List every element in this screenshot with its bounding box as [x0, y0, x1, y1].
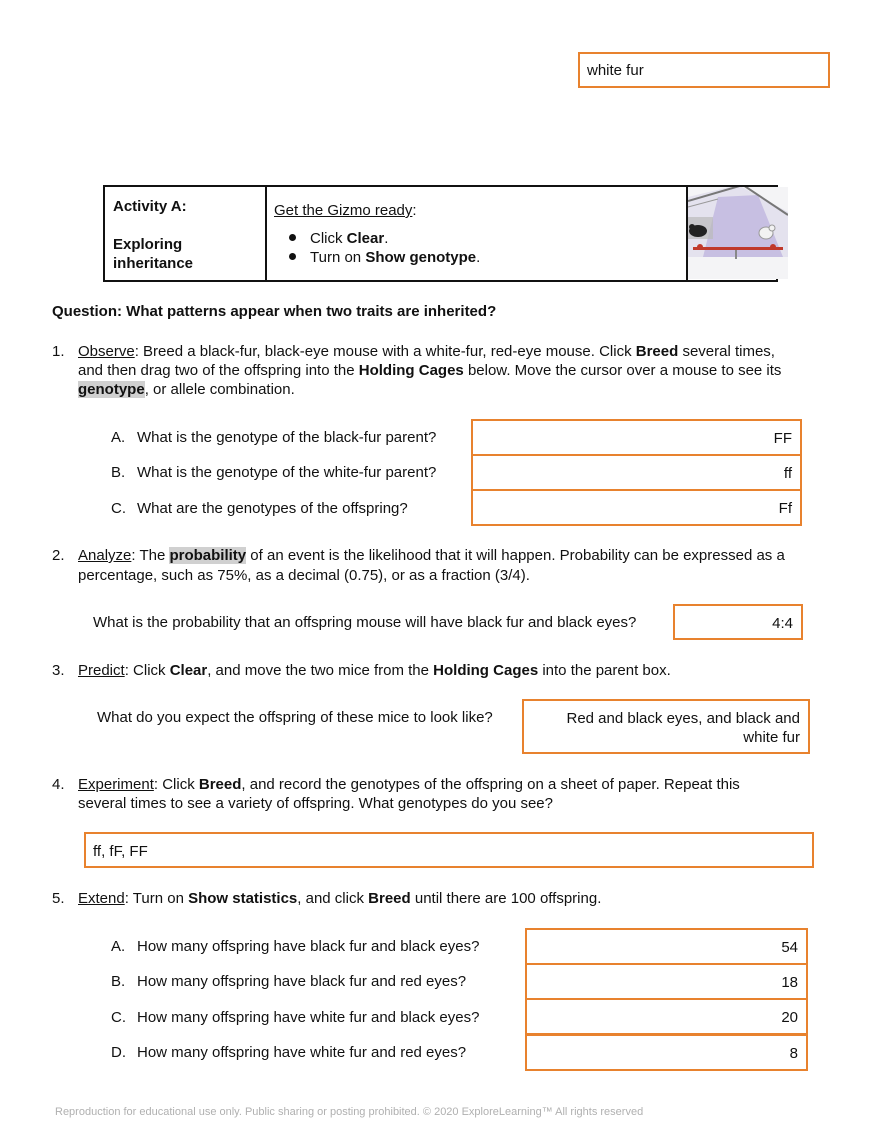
q5-text: , and click [297, 890, 369, 907]
q5-text: : Turn on [124, 890, 189, 907]
question-heading: Question: What patterns appear when two traits are inherited? [52, 303, 497, 320]
q5d-letter: D. [111, 1044, 126, 1061]
q1-bold: Holding Cages [358, 362, 464, 379]
bullet-end: . [476, 249, 481, 266]
activity-label-cell [104, 186, 266, 281]
q2-text: of an event is the likelihood that it will happen. Probability can be expressed as a [246, 547, 785, 564]
q1c-prompt: What are the genotypes of the offspring? [137, 500, 408, 517]
q2-answer: 4:4 [772, 615, 793, 632]
q5-line-1 [78, 889, 601, 908]
bullet-item-show-genotype [274, 248, 686, 267]
top-answer-value: white fur [587, 62, 644, 79]
q3-text: , and move the two mice from the [207, 662, 434, 679]
top-answer-field[interactable] [578, 52, 830, 88]
q1a-answer-field[interactable] [471, 419, 802, 456]
q1c-letter: C. [111, 500, 126, 517]
q1c-answer: Ff [778, 500, 792, 517]
q1-number: 1. [52, 343, 65, 360]
q5d-answer-field[interactable] [525, 1034, 808, 1071]
q2-text: : The [131, 547, 170, 564]
q1-line-1 [78, 342, 775, 361]
q4-keyword: Experiment [78, 776, 154, 793]
q3-text: into the parent box. [538, 662, 671, 679]
q5c-letter: C. [111, 1009, 126, 1026]
q4-text: , and record the genotypes of the offspring on a sheet of paper. Repeat this [241, 776, 740, 793]
q4-line-2: several times to see a variety of offspring. What genotypes do you see? [78, 795, 553, 812]
q4-line-1 [78, 775, 740, 794]
q1b-prompt: What is the genotype of the white-fur parent? [137, 464, 437, 481]
bullet-bold: Show genotype [365, 249, 477, 266]
bullet-end: . [384, 230, 389, 247]
q5a-prompt: How many offspring have black fur and black eyes? [137, 938, 480, 955]
q5-keyword: Extend [78, 890, 125, 907]
q1-line-3 [78, 380, 295, 399]
bullet-icon [289, 234, 296, 241]
q3-keyword: Predict [78, 662, 125, 679]
q2-keyword: Analyze [78, 547, 132, 564]
q5b-answer: 18 [781, 974, 798, 991]
bullet-bold: Clear [346, 230, 385, 247]
q4-text: : Click [153, 776, 199, 793]
q1a-letter: A. [111, 429, 126, 446]
q5a-answer: 54 [781, 939, 798, 956]
gizmo-thumbnail-cell [687, 186, 777, 281]
q5a-answer-field[interactable] [525, 928, 808, 965]
gizmo-thumbnail-image [688, 187, 788, 279]
q1-highlight-genotype: genotype [78, 381, 145, 398]
activity-subtitle-1: Exploring [113, 236, 183, 253]
q2-number: 2. [52, 547, 65, 564]
bullet-text: Click [310, 230, 347, 247]
bullet-icon [289, 253, 296, 260]
q3-answer-line-1: Red and black eyes, and black and [566, 710, 800, 727]
q3-bold: Clear [169, 662, 208, 679]
bullet-text: Turn on [310, 249, 366, 266]
q4-answer-field[interactable] [84, 832, 814, 868]
activity-subtitle-2: inheritance [113, 255, 194, 272]
q1b-answer-field[interactable] [471, 454, 802, 491]
q3-prompt: What do you expect the offspring of these mice to look like? [97, 709, 493, 726]
q5c-answer: 20 [781, 1009, 798, 1026]
q2-highlight-probability: probability [169, 547, 247, 564]
q5-number: 5. [52, 890, 65, 907]
q1-line-2 [78, 361, 781, 380]
q1a-answer: FF [773, 430, 792, 447]
q4-bold: Breed [198, 776, 242, 793]
q1-text: and then drag two of the offspring into the [78, 362, 359, 379]
q1-text: : Breed a black-fur, black-eye mouse with a white-fur, red-eye mouse. Click [134, 343, 636, 360]
q3-line-1 [78, 661, 671, 680]
q5b-letter: B. [111, 973, 126, 990]
gizmo-ready-heading: Get the Gizmo ready [274, 202, 413, 219]
q2-line-1 [78, 546, 785, 565]
bullet-item-clear [274, 229, 686, 248]
q3-text: : Click [124, 662, 170, 679]
q3-answer-line-2: white fur [743, 729, 800, 746]
q5c-answer-field[interactable] [525, 998, 808, 1035]
q1-text: below. Move the cursor over a mouse to see its [463, 362, 782, 379]
q5a-letter: A. [111, 938, 126, 955]
activity-table [103, 185, 778, 282]
q5-bold: Show statistics [188, 890, 298, 907]
q5-bold: Breed [368, 890, 411, 907]
q1-keyword: Observe [78, 343, 135, 360]
q1-bold: Breed [635, 343, 679, 360]
q4-number: 4. [52, 776, 65, 793]
q2-line-2: percentage, such as 75%, as a decimal (0.75), or as a fraction (3/4). [78, 567, 530, 584]
q1a-prompt: What is the genotype of the black-fur parent? [137, 429, 437, 446]
q2-prompt: What is the probability that an offspring mouse will have black fur and black eyes? [93, 614, 637, 631]
q3-number: 3. [52, 662, 65, 679]
q5c-prompt: How many offspring have white fur and black eyes? [137, 1009, 480, 1026]
q4-answer: ff, fF, FF [93, 843, 148, 860]
q1b-answer: ff [783, 465, 792, 482]
q1-text: several times, [678, 343, 775, 360]
q2-answer-field[interactable] [673, 604, 803, 640]
q3-answer-field[interactable] [522, 699, 810, 754]
q3-bold: Holding Cages [433, 662, 539, 679]
q5d-prompt: How many offspring have white fur and red eyes? [137, 1044, 467, 1061]
q5-text: until there are 100 offspring. [410, 890, 602, 907]
q5b-prompt: How many offspring have black fur and red eyes? [137, 973, 467, 990]
gizmo-ready-colon: : [412, 202, 417, 219]
q1c-answer-field[interactable] [471, 489, 802, 526]
q1-text: , or allele combination. [144, 381, 295, 398]
activity-title: Activity A: [113, 198, 187, 215]
activity-instructions-cell [266, 186, 687, 281]
q1b-letter: B. [111, 464, 126, 481]
q5b-answer-field[interactable] [525, 963, 808, 1000]
q5d-answer: 8 [789, 1045, 798, 1062]
footer-copyright: Reproduction for educational use only. Public sharing or posting prohibited. © 2020 ExploreLearning™ All rights reserved [55, 1106, 644, 1118]
